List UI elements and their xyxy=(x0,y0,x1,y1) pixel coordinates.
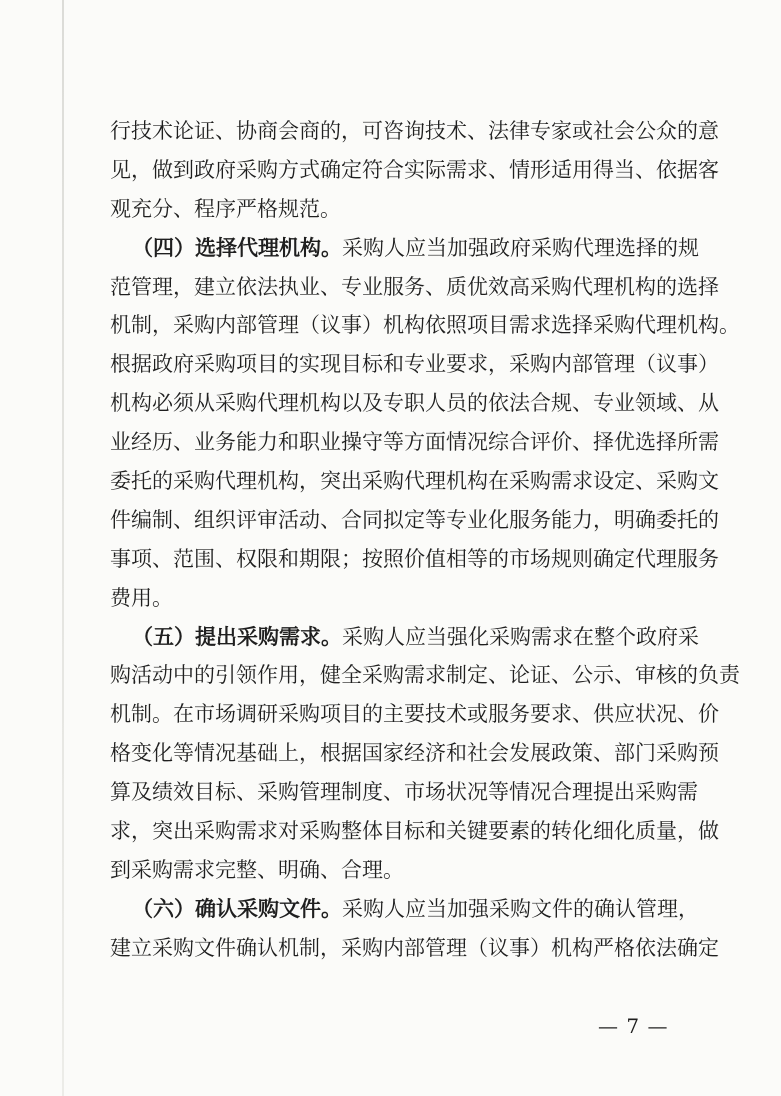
text-line: 事项、范围、权限和期限；按照价值相等的市场规则确定代理服务 xyxy=(110,546,719,571)
section-heading-6: （六）确认采购文件。 xyxy=(132,895,342,921)
text-run: 采购人应当加强政府采购代理选择的规 xyxy=(342,235,699,260)
document-body xyxy=(110,112,740,968)
section-heading-4: （四）选择代理机构。 xyxy=(132,234,342,260)
text-line: 范管理，建立依法执业、专业服务、质优效高采购代理机构的选择 xyxy=(110,274,719,299)
page-number: — 7 — xyxy=(598,1014,669,1038)
text-line xyxy=(110,890,699,929)
text-line: 行技术论证、协商会商的，可咨询技术、法律专家或社会公众的意 xyxy=(110,119,719,143)
text-run: 采购人应当加强采购文件的确认管理， xyxy=(342,896,699,921)
text-line: 建立采购文件确认机制，采购内部管理（议事）机构严格依法确定 xyxy=(110,935,719,960)
text-line: 观充分、程序严格规范。 xyxy=(110,196,341,221)
text-line: 业经历、业务能力和职业操守等方面情况综合评价、择优选择所需 xyxy=(110,430,719,455)
text-line xyxy=(110,229,699,268)
text-line: 根据政府采购项目的实现目标和专业要求，采购内部管理（议事） xyxy=(110,352,719,377)
text-line: 格变化等情况基础上，根据国家经济和社会发展政策、部门采购预 xyxy=(110,741,719,766)
text-line: 费用。 xyxy=(110,585,173,610)
paragraph-3 xyxy=(110,618,740,890)
text-line: 见，做到政府采购方式确定符合实际需求、情形适用得当、依据客 xyxy=(110,157,719,182)
text-line: 购活动中的引领作用，健全采购需求制定、论证、公示、审核的负责 xyxy=(110,663,740,688)
text-line xyxy=(110,618,699,657)
text-line: 委托的采购代理机构，突出采购代理机构在采购需求设定、采购文 xyxy=(110,469,719,494)
text-run: 采购人应当强化采购需求在整个政府采 xyxy=(342,624,699,649)
text-line: 件编制、组织评审活动、合同拟定等专业化服务能力，明确委托的 xyxy=(110,507,719,532)
text-line: 机制。在市场调研采购项目的主要技术或服务要求、供应状况、价 xyxy=(110,702,719,727)
text-line: 机制，采购内部管理（议事）机构依照项目需求选择采购代理机构。 xyxy=(110,313,740,338)
paragraph-2 xyxy=(110,229,740,618)
paragraph-1 xyxy=(110,112,719,229)
text-line: 到采购需求完整、明确、合理。 xyxy=(110,857,404,882)
text-line: 算及绩效目标、采购管理制度、市场状况等情况合理提出采购需 xyxy=(110,780,698,805)
section-heading-5: （五）提出采购需求。 xyxy=(132,623,342,649)
text-line: 求，突出采购需求对采购整体目标和关键要素的转化细化质量，做 xyxy=(110,819,719,844)
text-line: 机构必须从采购代理机构以及专职人员的依法合规、专业领域、从 xyxy=(110,391,719,416)
scan-margin-line xyxy=(62,0,64,1096)
paragraph-4 xyxy=(110,890,719,968)
